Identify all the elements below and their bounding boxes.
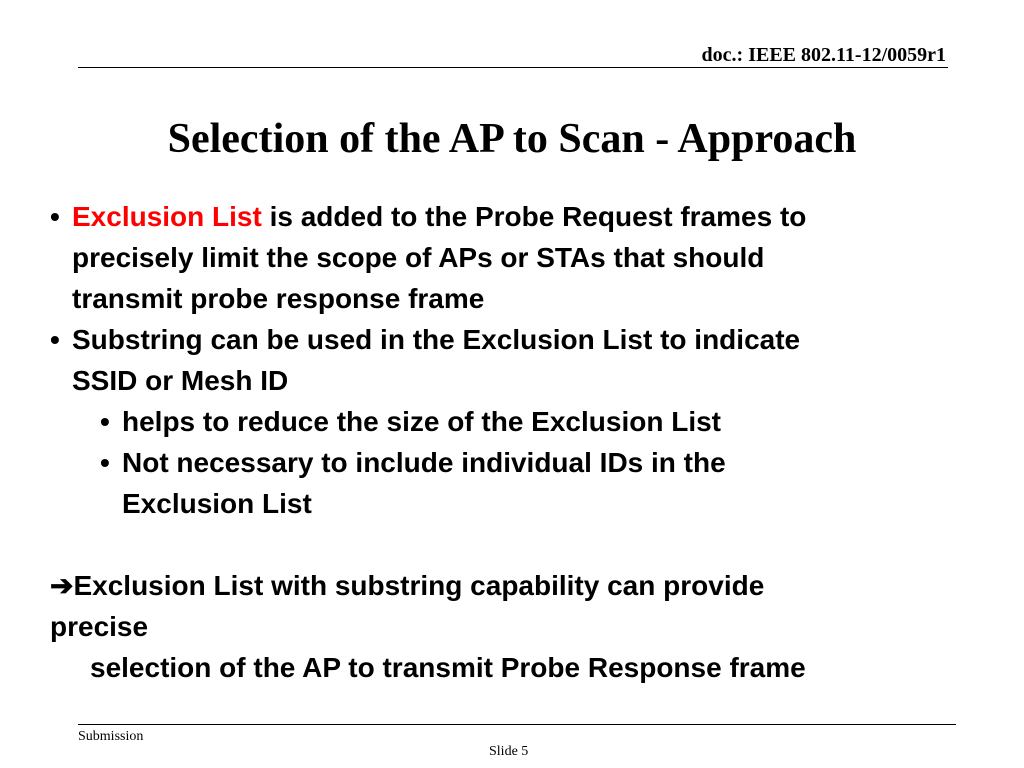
sub-bullet-individual-ids [100, 442, 980, 524]
document-id: doc.: IEEE 802.11-12/0059r1 [701, 44, 946, 66]
footer-submission: Submission [78, 729, 144, 744]
arrow-right-icon: ➔ [50, 570, 74, 601]
slide-number: Slide 5 [489, 744, 529, 759]
bullet-line: SSID or Mesh ID [72, 365, 289, 396]
sub-bullet-reduce-size [100, 401, 980, 442]
footer-rule [78, 724, 956, 725]
bullet-line: Substring can be used in the Exclusion List to indicate [72, 324, 801, 355]
bullet-line: transmit probe response frame [72, 283, 485, 314]
bullet-substring [50, 319, 980, 401]
highlight-term: Exclusion List [72, 201, 262, 232]
bullet-line: helps to reduce the size of the Exclusion List [122, 406, 722, 437]
conclusion [50, 565, 980, 688]
bullet-dot: • [50, 324, 60, 355]
spacer [50, 524, 980, 565]
bullet-line: precisely limit the scope of APs or STAs that should [72, 242, 765, 273]
conclusion-text: Exclusion List with substring capability can provide [73, 570, 765, 601]
bullet-line: Exclusion List [122, 488, 312, 519]
header-rule [78, 67, 948, 68]
conclusion-line: precise [50, 611, 149, 642]
bullet-text: is added to the Probe Request frames to [261, 201, 807, 232]
bullet-exclusion-list [50, 196, 980, 319]
bullet-dot: • [50, 201, 60, 232]
slide-body [50, 196, 980, 688]
bullet-line: Not necessary to include individual IDs in the [122, 447, 726, 478]
slide-title: Selection of the AP to Scan - Approach [167, 116, 857, 162]
bullet-dot: • [100, 447, 110, 478]
conclusion-line: selection of the AP to transmit Probe Response frame [90, 652, 806, 683]
bullet-dot: • [100, 406, 110, 437]
bullet-line [72, 196, 980, 237]
conclusion-line [50, 565, 980, 606]
